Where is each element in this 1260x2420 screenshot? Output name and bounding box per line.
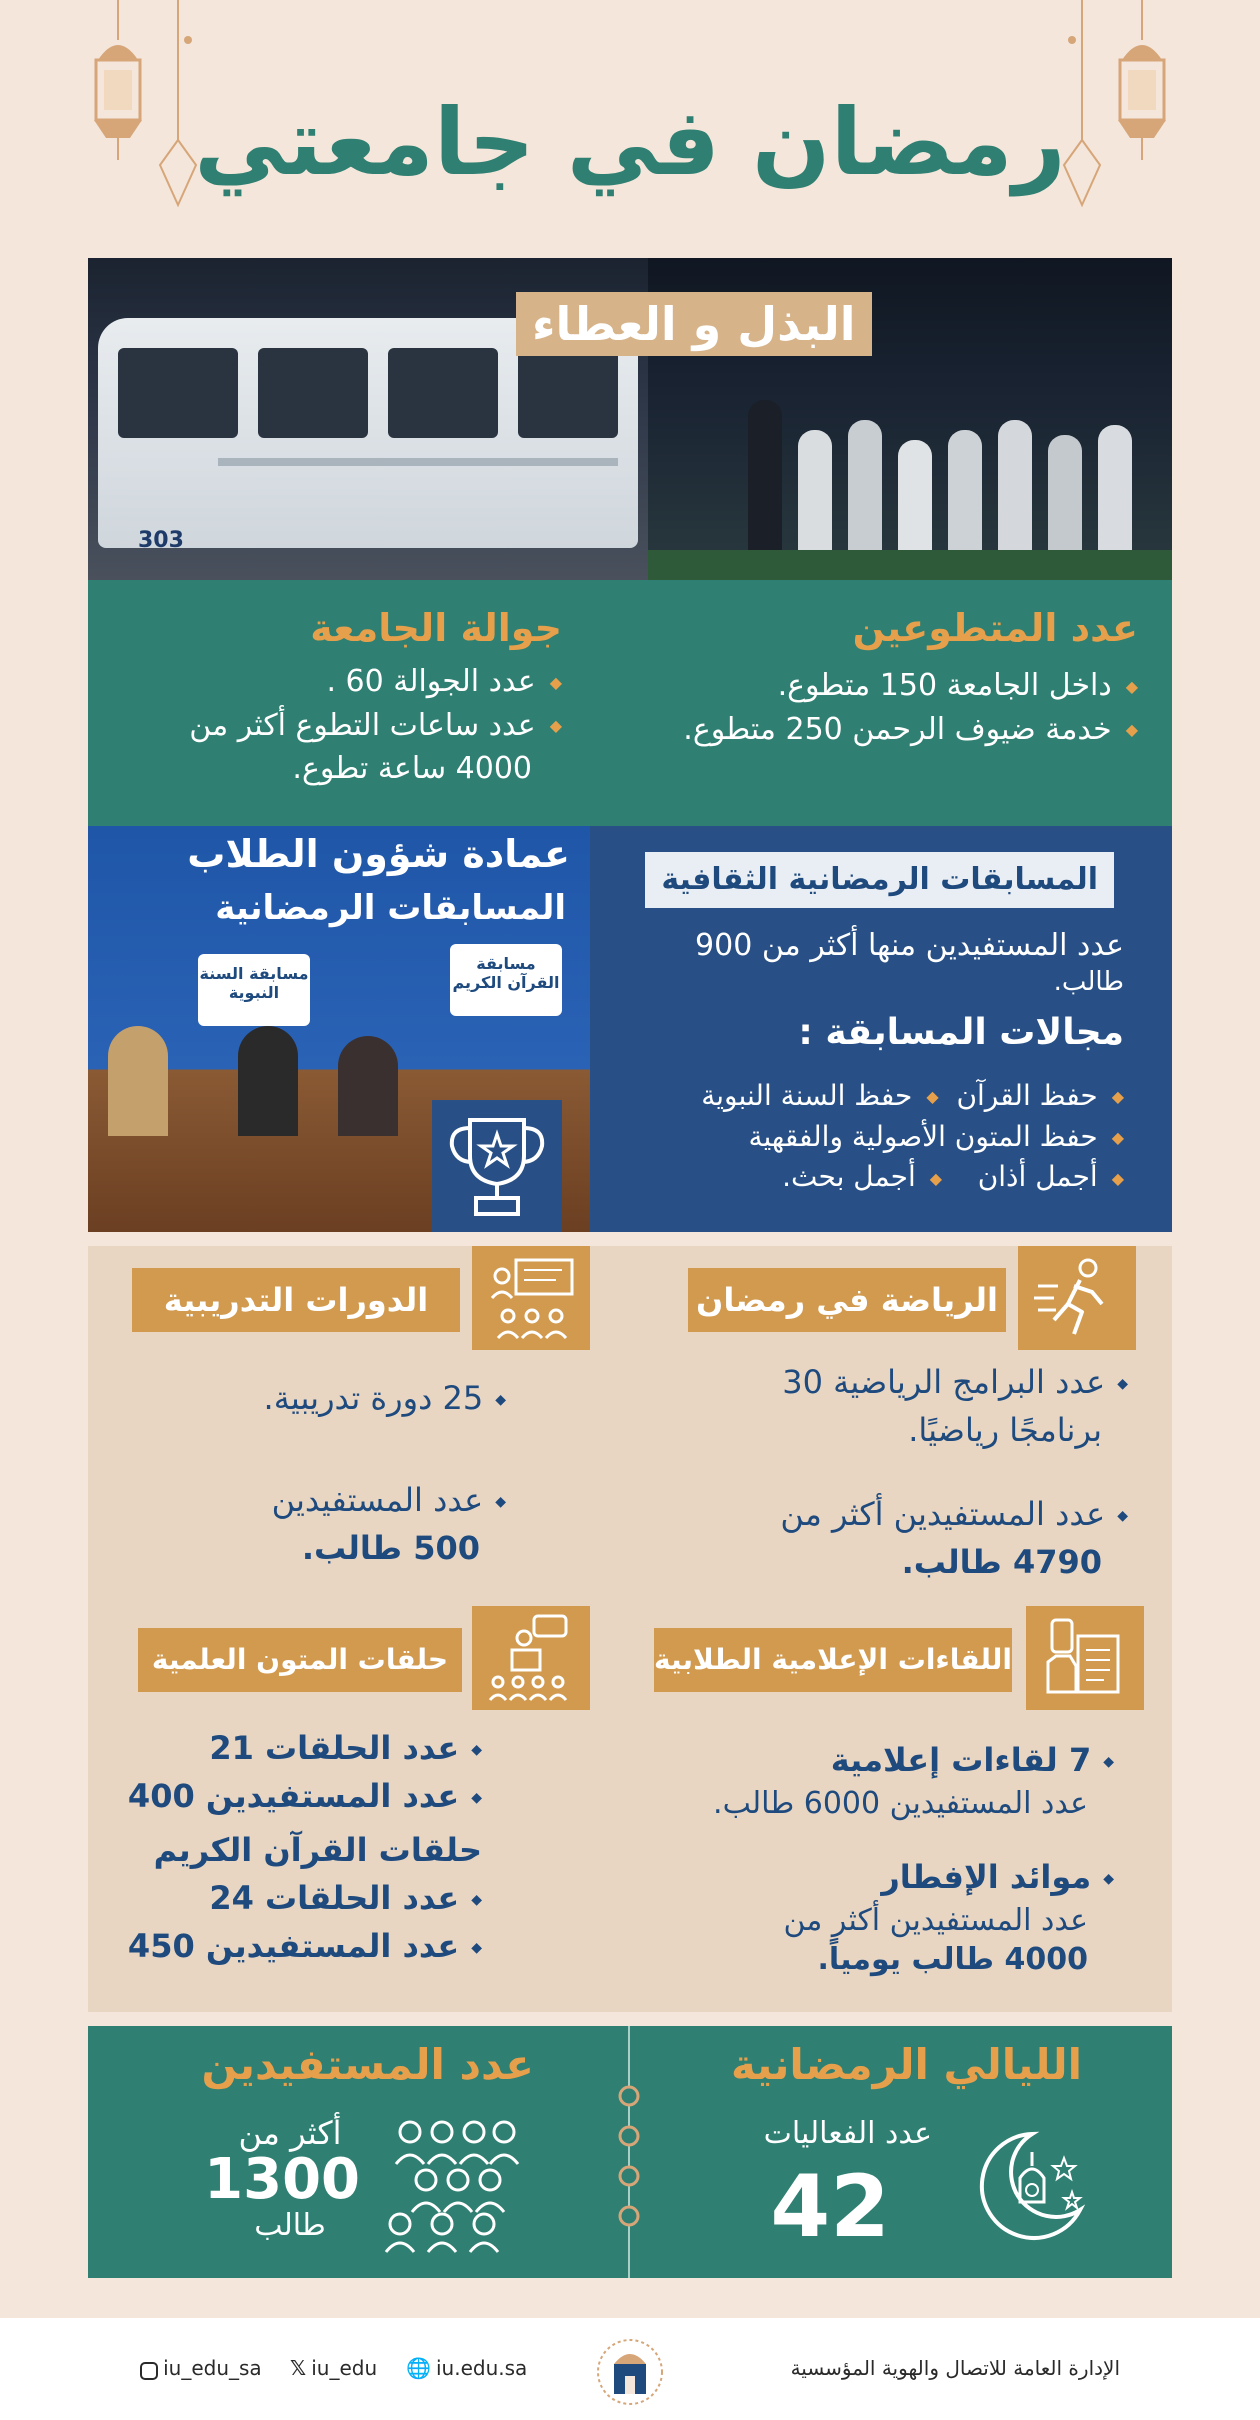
competitions-title: المسابقات الرمضانية الثقافية [645, 852, 1114, 908]
field-item: ◆ حفظ السنة النبوية [701, 1079, 938, 1112]
media-item-title: ◆ 7 لقاءات إعلامية [644, 1736, 1114, 1784]
people-group-icon [380, 2114, 520, 2254]
halaqat-title: حلقات المتون العلمية [138, 1628, 462, 1692]
training-icon-box [472, 1246, 590, 1350]
halaqat-subtitle: حلقات القرآن الكريم [153, 1831, 482, 1869]
footer [0, 2318, 1260, 2420]
competition-photo [88, 826, 590, 1232]
university-logo-icon [594, 2336, 666, 2408]
globe-icon: 🌐 [406, 2356, 431, 2380]
field-item: ◆ حفظ المتون الأصولية والفقهية [584, 1117, 1124, 1158]
lecture-icon-box [472, 1606, 590, 1710]
scouts-block [112, 606, 562, 791]
halaqat-item: ◆ عدد المستفيدين 400 [102, 1772, 482, 1820]
halaqat-items [102, 1724, 482, 1970]
halaqat-item: ◆ عدد الحلقات 24 [102, 1874, 482, 1922]
sports-item: 4790 طالب. [901, 1543, 1102, 1581]
courses-title: الدورات التدريبية [132, 1268, 460, 1332]
sports-item: برنامجًا رياضيًا. [908, 1411, 1102, 1449]
beneficiaries-unit: طالب [254, 2208, 326, 2243]
scouts-item: ◆ عدد ساعات التطوع أكثر من [112, 704, 562, 748]
trophy-box [432, 1100, 562, 1232]
sports-title: الرياضة في رمضان [688, 1268, 1006, 1332]
competitions-panel [590, 826, 1172, 1232]
training-icon [472, 1246, 590, 1350]
volunteers-item: ◆ خدمة ضيوف الرحمن 250 متطوع. [658, 708, 1138, 752]
courses-item: ◆ 25 دورة تدريبية. [126, 1374, 506, 1422]
running-icon [1018, 1246, 1136, 1350]
fields-title: مجالات المسابقة : [798, 1012, 1124, 1053]
crescent-lantern-icon [962, 2122, 1092, 2252]
page-title: رمضان في جامعتي [194, 89, 1066, 196]
sports-item: ◆ عدد المستفيدين أكثر من [688, 1490, 1128, 1538]
media-icon-box [1026, 1606, 1144, 1710]
beneficiaries-title: عدد المستفيدين [201, 2040, 534, 2089]
courses-items [126, 1374, 506, 1572]
fields-list [584, 1076, 1124, 1198]
field-item: ◆ حفظ القرآن [956, 1079, 1124, 1112]
instagram-icon [140, 2362, 158, 2380]
nights-value: 42 [770, 2157, 890, 2257]
running-icon-box [1018, 1246, 1136, 1350]
beneficiaries-prefix: أكثر من [238, 2114, 342, 2152]
website-link[interactable] [406, 2356, 527, 2380]
x-handle: iu_edu [311, 2356, 378, 2380]
volunteers-band [88, 580, 1172, 826]
website-url: iu.edu.sa [436, 2356, 528, 2380]
department-name: الإدارة العامة للاتصال والهوية المؤسسية [790, 2356, 1120, 2380]
instagram-handle: iu_edu_sa [163, 2356, 262, 2380]
halaqat-section [88, 1606, 630, 2012]
nights-label: عدد الفعاليات [763, 2116, 932, 2151]
media-title: اللقاءات الإعلامية الطلابية [654, 1628, 1012, 1692]
lecture-icon [472, 1606, 590, 1710]
competitions-beneficiaries [604, 924, 1124, 996]
media-item: عدد المستفيدين أكثر من [783, 1903, 1088, 1938]
volunteers-block [658, 606, 1138, 751]
social-x[interactable] [290, 2356, 377, 2380]
photo-banner-1: عمادة شؤون الطلاب [187, 832, 570, 876]
beneficiaries-count [204, 2114, 360, 2243]
sports-item: ◆ عدد البرامج الرياضية 30 [688, 1358, 1128, 1406]
scouts-title: جوالة الجامعة [310, 606, 562, 650]
field-item: ◆ أجمل بحث. [782, 1160, 942, 1193]
field-item: ◆ أجمل أذان [978, 1160, 1124, 1193]
scouts-item: ◆ عدد الجوالة 60 . [112, 660, 562, 704]
media-item-title: ◆ موائد الإفطار [644, 1853, 1114, 1901]
media-items [644, 1736, 1114, 1979]
halaqat-item: ◆ عدد المستفيدين 450 [102, 1922, 482, 1970]
photo-sign-quran: مسابقة القرآن الكريم [450, 944, 562, 1016]
photo-sign-sunnah: مسابقة السنة النبوية [198, 954, 310, 1026]
volunteers-title: عدد المتطوعين [852, 606, 1138, 650]
courses-item: 500 طالب. [301, 1529, 480, 1567]
hero-label: البذل و العطاء [516, 292, 872, 356]
bus-number: 303 [138, 528, 184, 553]
beneficiaries-line: عدد المستفيدين منها أكثر من 900 [695, 928, 1124, 963]
photo-banner-2: المسابقات الرمضانية [215, 888, 566, 928]
courses-section [88, 1246, 630, 1606]
media-item: 4000 طالب يومياً. [817, 1942, 1088, 1977]
volunteers-item: ◆ داخل الجامعة 150 متطوع. [658, 664, 1138, 708]
trophy-icon [432, 1100, 562, 1232]
media-item: عدد المستفيدين 6000 طالب. [713, 1786, 1088, 1821]
bottom-band [88, 2026, 1172, 2278]
scouts-item: 4000 ساعة تطوع. [292, 751, 532, 786]
social-instagram[interactable] [140, 2356, 262, 2380]
beneficiaries-line: طالب. [1053, 966, 1124, 997]
microphone-document-icon [1026, 1606, 1144, 1710]
nights-title: الليالي الرمضانية [731, 2040, 1082, 2089]
courses-item: ◆ عدد المستفيدين [126, 1476, 506, 1524]
sports-items [688, 1358, 1128, 1586]
beneficiaries-value: 1300 [204, 2147, 360, 2212]
hero-photo [88, 258, 1172, 580]
sports-section [630, 1246, 1172, 1606]
x-icon: 𝕏 [290, 2356, 307, 2380]
halaqat-item: ◆ عدد الحلقات 21 [102, 1724, 482, 1772]
media-section [630, 1606, 1172, 2012]
divider-ornament-icon [614, 2076, 644, 2236]
